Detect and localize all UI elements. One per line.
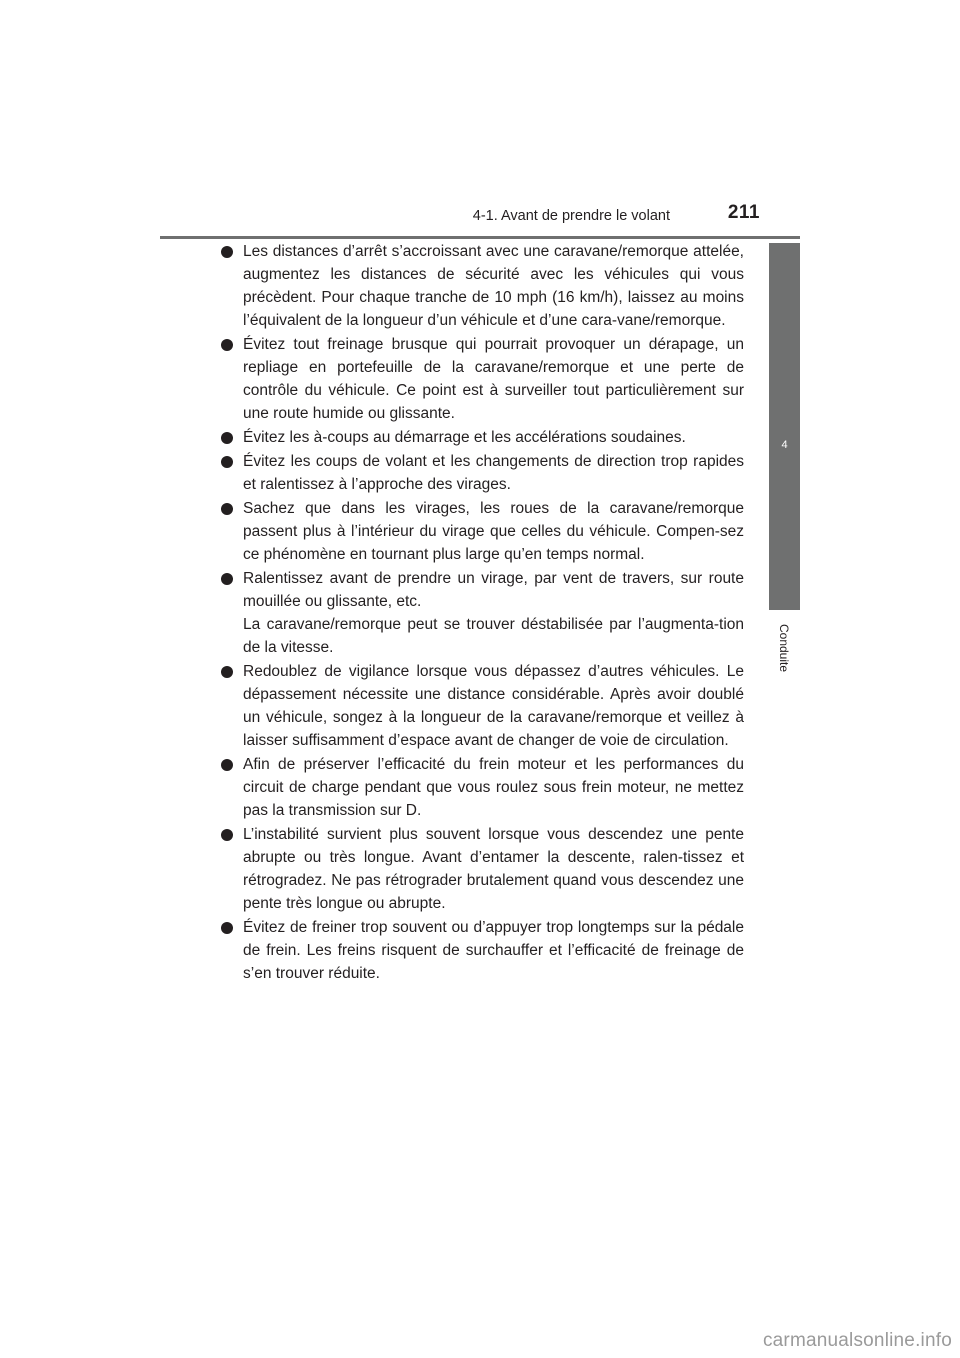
paragraph: Évitez de freiner trop souvent ou d’appuyer trop longtemps sur la pédale de frein. Les freins risquent de surchauffer et l’efficacité de freinage de s’en trouver réduite. bbox=[243, 919, 744, 982]
bullet-icon bbox=[221, 339, 233, 351]
list-item bbox=[220, 823, 744, 915]
bullet-icon bbox=[221, 432, 233, 444]
list-item bbox=[220, 916, 744, 985]
list-item bbox=[220, 567, 744, 659]
bullet-icon bbox=[221, 246, 233, 258]
section-title: 4-1. Avant de prendre le volant bbox=[472, 208, 670, 224]
paragraph: La caravane/remorque peut se trouver déstabilisée par l’augmenta-tion de la vitesse. bbox=[243, 616, 744, 656]
watermark: carmanualsonline.info bbox=[762, 1330, 952, 1351]
page-number: 211 bbox=[727, 202, 760, 223]
chapter-number: 4 bbox=[781, 439, 788, 451]
paragraph: Évitez tout freinage brusque qui pourrait provoquer un dérapage, un repliage en portefeuille de la caravane/remorque et une perte de contrôle du véhicule. Ce point est à surveiller tout particulièrement sur une route humide ou glissante. bbox=[243, 336, 744, 422]
list-item bbox=[220, 450, 744, 496]
chapter-tab bbox=[769, 243, 800, 610]
paragraph: Redoublez de vigilance lorsque vous dépassez d’autres véhicules. Le dépassement nécessite une distance considérable. Après avoir doublé un véhicule, songez à la longueur de la caravane/remorque et veillez à laisser suffisamment d’espace avant de changer de voie de circulation. bbox=[243, 663, 744, 749]
list-item bbox=[220, 753, 744, 822]
list-item bbox=[220, 497, 744, 566]
paragraph: Les distances d’arrêt s’accroissant avec une caravane/remorque attelée, augmentez les distances de sécurité avec les véhicules qui vous précèdent. Pour chaque tranche de 10 mph (16 km/h), laissez au moins l’équivalent de la longueur d’un véhicule et d’une cara-vane/remorque. bbox=[243, 243, 744, 329]
paragraph: Afin de préserver l’efficacité du frein moteur et les performances du circuit de charge pendant que vous roulez sous frein moteur, ne mettez pas la transmission sur D. bbox=[243, 756, 744, 819]
paragraph: Sachez que dans les virages, les roues de la caravane/remorque passent plus à l’intérieur du virage que celles du véhicule. Compen-sez ce phénomène en tournant plus large qu’en temps normal. bbox=[243, 500, 744, 563]
bullet-icon bbox=[221, 829, 233, 841]
bullet-icon bbox=[221, 922, 233, 934]
bullet-icon bbox=[221, 573, 233, 585]
chapter-label: Conduite bbox=[777, 623, 791, 673]
paragraph: Évitez les coups de volant et les changements de direction trop rapides et ralentissez à l’approche des virages. bbox=[243, 453, 744, 493]
bullet-list bbox=[220, 240, 744, 986]
paragraph: L’instabilité survient plus souvent lorsque vous descendez une pente abrupte ou très longue. Avant d’entamer la descente, ralen-tissez et rétrogradez. Ne pas rétrograder brutalement quand vous descendez une pente très longue ou abrupte. bbox=[243, 826, 744, 912]
list-item bbox=[220, 240, 744, 332]
list-item bbox=[220, 426, 744, 449]
bullet-icon bbox=[221, 503, 233, 515]
paragraph: Ralentissez avant de prendre un virage, par vent de travers, sur route mouillée ou glissante, etc. bbox=[243, 570, 744, 610]
bullet-icon bbox=[221, 666, 233, 678]
list-item bbox=[220, 660, 744, 752]
bullet-icon bbox=[221, 759, 233, 771]
bullet-icon bbox=[221, 456, 233, 468]
list-item bbox=[220, 333, 744, 425]
paragraph: Évitez les à-coups au démarrage et les accélérations soudaines. bbox=[243, 429, 686, 446]
page-header bbox=[160, 200, 800, 239]
